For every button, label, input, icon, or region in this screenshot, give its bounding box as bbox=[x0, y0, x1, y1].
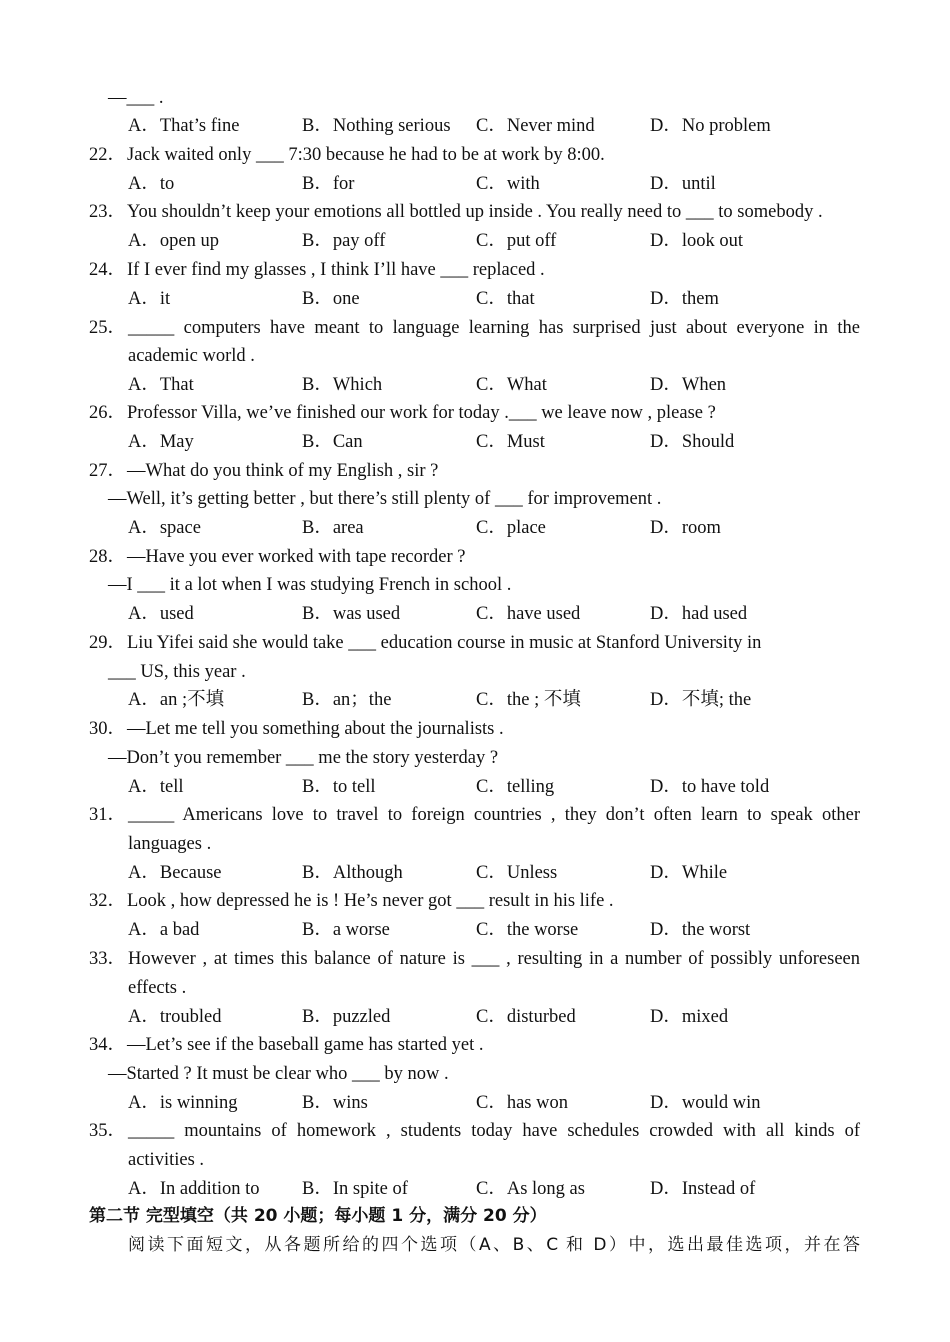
question-28 bbox=[89, 548, 466, 567]
question-number: 35． bbox=[89, 1121, 127, 1141]
option-d: D．until bbox=[650, 174, 716, 194]
question-text-cont: academic world . bbox=[128, 346, 255, 366]
option-c: C．the ; 不填 bbox=[476, 690, 581, 710]
option-b: B．Nothing serious bbox=[302, 116, 451, 136]
question-text-cont: —Well, it’s getting better , but there’s still plenty of ___ for improvement . bbox=[108, 489, 662, 509]
question-text: Professor Villa, we’ve finished our work for today .___ we leave now , please ? bbox=[127, 403, 716, 423]
option-d: D．had used bbox=[650, 604, 748, 624]
option-b: B．an；the bbox=[302, 690, 392, 710]
option-d: D．Should bbox=[650, 432, 735, 452]
question-text: —Have you ever worked with tape recorder ? bbox=[127, 547, 466, 567]
option-c: C．telling bbox=[476, 777, 555, 797]
option-a: A．troubled bbox=[128, 1007, 222, 1027]
option-c: C．put off bbox=[476, 231, 557, 251]
question-text: _____ mountains of homework , students today have schedules crowded with all kinds of bbox=[128, 1121, 860, 1141]
option-a: A．open up bbox=[128, 231, 219, 251]
question-34 bbox=[89, 1036, 484, 1055]
question-number: 32． bbox=[89, 891, 127, 911]
option-c: C．the worse bbox=[476, 920, 579, 940]
option-a: A．tell bbox=[128, 777, 184, 797]
question-text: —Let’s see if the baseball game has started yet . bbox=[127, 1035, 484, 1055]
question-prompt: —___ . bbox=[108, 88, 164, 108]
option-c: C．disturbed bbox=[476, 1007, 576, 1027]
question-text-cont: activities . bbox=[128, 1150, 205, 1170]
question-text-cont: ___ US, this year . bbox=[108, 662, 246, 682]
option-b: B．was used bbox=[302, 604, 401, 624]
option-d: D．them bbox=[650, 289, 719, 309]
question-text: Look , how depressed he is ! He’s never got ___ result in his life . bbox=[127, 891, 614, 911]
option-c: C．Unless bbox=[476, 863, 558, 883]
option-a: A．used bbox=[128, 604, 194, 624]
option-c: C．with bbox=[476, 174, 540, 194]
question-22 bbox=[89, 146, 605, 165]
question-text: However , at times this balance of nature is ___ , resulting in a number of possibly unforeseen bbox=[128, 949, 860, 969]
option-c: C．have used bbox=[476, 604, 581, 624]
option-c: C．Must bbox=[476, 432, 545, 452]
question-number: 33． bbox=[89, 949, 127, 969]
option-d: D．to have told bbox=[650, 777, 770, 797]
question-text-cont: languages . bbox=[128, 834, 212, 854]
option-d: D．While bbox=[650, 863, 728, 883]
option-c: C．has won bbox=[476, 1093, 568, 1113]
option-d: D．When bbox=[650, 375, 727, 395]
question-text: You shouldn’t keep your emotions all bottled up inside . You really need to ___ to somebody . bbox=[127, 202, 823, 222]
question-text-cont: —Don’t you remember ___ me the story yesterday ? bbox=[108, 748, 499, 768]
option-d: D．No problem bbox=[650, 116, 771, 136]
option-b: B．puzzled bbox=[302, 1007, 391, 1027]
question-text-cont: —Started ? It must be clear who ___ by now . bbox=[108, 1064, 449, 1084]
question-text: —Let me tell you something about the journalists . bbox=[127, 719, 504, 739]
option-d: D．不填; the bbox=[650, 690, 752, 710]
option-b: B．Although bbox=[302, 863, 403, 883]
question-number: 23． bbox=[89, 202, 127, 222]
section-instruction: 阅读下面短文，从各题所给的四个选项（A、B、C 和 D）中，选出最佳选项，并在答 bbox=[128, 1235, 860, 1255]
option-a: A．a bad bbox=[128, 920, 200, 940]
option-b: B．Which bbox=[302, 375, 383, 395]
question-29 bbox=[89, 634, 761, 653]
option-d: D．mixed bbox=[650, 1007, 729, 1027]
option-b: B．to tell bbox=[302, 777, 376, 797]
option-b: B．pay off bbox=[302, 231, 386, 251]
question-number: 31． bbox=[89, 805, 127, 825]
option-b: B．wins bbox=[302, 1093, 368, 1113]
option-b: B．Can bbox=[302, 432, 363, 452]
option-c: C．What bbox=[476, 375, 547, 395]
question-text: Jack waited only ___ 7:30 because he had to be at work by 8:00. bbox=[127, 145, 605, 165]
question-text: If I ever find my glasses , I think I’ll have ___ replaced . bbox=[127, 260, 545, 280]
question-32 bbox=[89, 892, 614, 911]
question-text: _____ Americans love to travel to foreign countries , they don’t often learn to speak other bbox=[128, 805, 860, 825]
option-d: D．Instead of bbox=[650, 1179, 756, 1199]
option-b: B．for bbox=[302, 174, 355, 194]
question-23 bbox=[89, 203, 823, 222]
option-a: A．space bbox=[128, 518, 201, 538]
option-d: D．look out bbox=[650, 231, 744, 251]
option-c: C．As long as bbox=[476, 1179, 585, 1199]
question-number: 30． bbox=[89, 719, 127, 739]
question-number: 27． bbox=[89, 461, 127, 481]
question-30 bbox=[89, 720, 504, 739]
question-text: —What do you think of my English , sir ? bbox=[127, 461, 439, 481]
question-number: 22． bbox=[89, 145, 127, 165]
option-a: A．an ;不填 bbox=[128, 690, 225, 710]
section-title: 第二节 完型填空（共 20 小题；每小题 1 分，满分 20 分） bbox=[89, 1206, 547, 1226]
option-d: D．would win bbox=[650, 1093, 761, 1113]
option-c: C．Never mind bbox=[476, 116, 595, 136]
question-26 bbox=[89, 404, 716, 423]
question-text: Liu Yifei said she would take ___ education course in music at Stanford University in bbox=[127, 633, 762, 653]
option-a: A．In addition to bbox=[128, 1179, 260, 1199]
option-d: D．the worst bbox=[650, 920, 751, 940]
question-24 bbox=[89, 261, 545, 280]
question-number: 26． bbox=[89, 403, 127, 423]
option-a: A．That’s fine bbox=[128, 116, 240, 136]
question-number: 28． bbox=[89, 547, 127, 567]
question-number: 34． bbox=[89, 1035, 127, 1055]
option-c: C．that bbox=[476, 289, 535, 309]
option-b: B．In spite of bbox=[302, 1179, 408, 1199]
question-text: _____ computers have meant to language learning has surprised just about everyone in the bbox=[128, 318, 860, 338]
question-27 bbox=[89, 462, 438, 481]
question-number: 24． bbox=[89, 260, 127, 280]
option-c: C．place bbox=[476, 518, 546, 538]
option-a: A．it bbox=[128, 289, 171, 309]
option-a: A．May bbox=[128, 432, 194, 452]
option-a: A．Because bbox=[128, 863, 222, 883]
option-a: A．That bbox=[128, 375, 194, 395]
option-a: A．is winning bbox=[128, 1093, 238, 1113]
option-b: B．a worse bbox=[302, 920, 390, 940]
option-b: B．area bbox=[302, 518, 364, 538]
option-d: D．room bbox=[650, 518, 721, 538]
question-number: 29． bbox=[89, 633, 127, 653]
option-a: A．to bbox=[128, 174, 175, 194]
question-text-cont: —I ___ it a lot when I was studying French in school . bbox=[108, 575, 512, 595]
option-b: B．one bbox=[302, 289, 360, 309]
question-number: 25． bbox=[89, 318, 127, 338]
question-text-cont: effects . bbox=[128, 978, 187, 998]
